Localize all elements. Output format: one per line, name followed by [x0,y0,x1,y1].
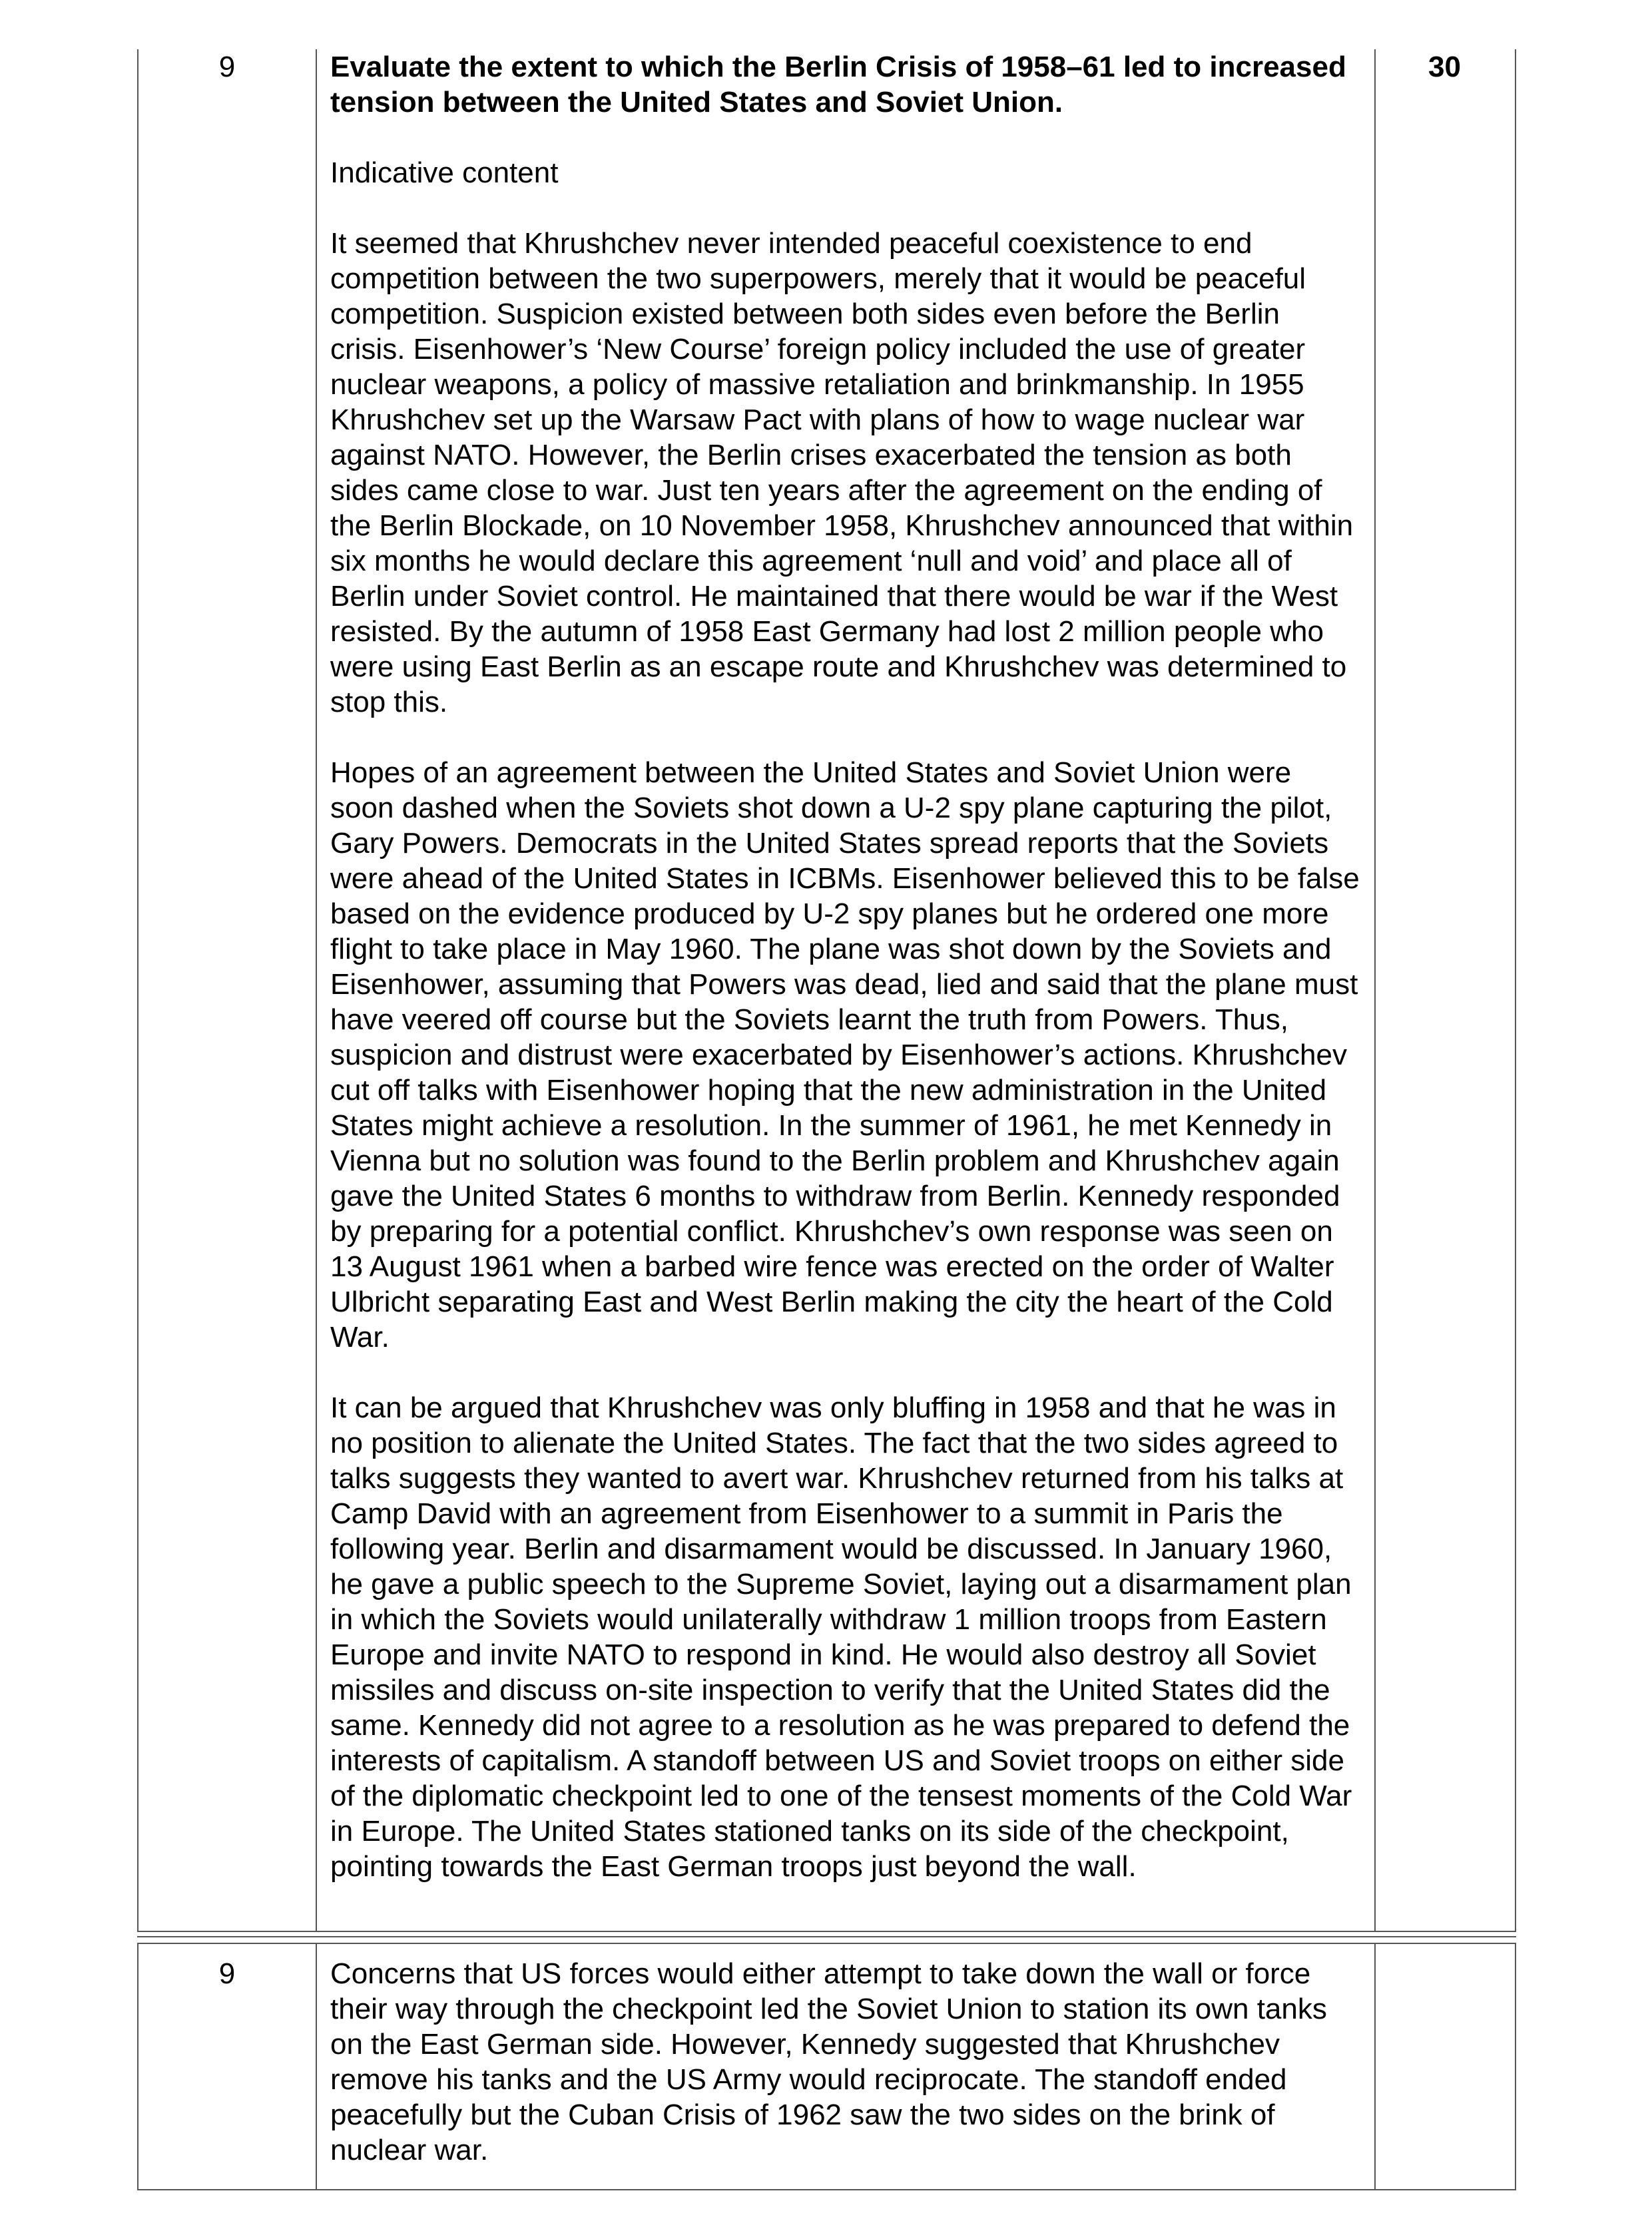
row-separator [137,1936,1516,1937]
question-number: 9 [218,51,236,83]
mark-scheme-row [137,1943,1516,2190]
content-paragraph: Concerns that US forces would either attempt to take down the wall or force their way through the checkpoint led the Soviet Union to station its own tanks on the East German side. However, Kennedy suggested that Khrushchev remove his tanks and the US Army would reciprocate. The standoff ended peacefully but the Cuban Crisis of 1962 saw the two sides on the brink of nuclear war. [330,1957,1327,2166]
question-text: Evaluate the extent to which the Berlin Crisis of 1958–61 led to increased tension between the United States and Soviet Union. [330,51,1346,119]
question-number: 9 [218,1957,236,1990]
column-divider [316,49,317,1931]
indicative-content-label: Indicative content [330,156,559,189]
column-divider [316,1944,317,2189]
content-paragraph: It seemed that Khrushchev never intended peaceful coexistence to end competition between the two superpowers, merely that it would be peaceful competition. Suspicion existed between both sides even before the Berlin crisis. Eisenhower’s ‘New Course’ foreign policy included the use of greater nuclear weapons, a policy of massive retaliation and brinkmanship. In 1955 Khrushchev set up the Warsaw Pact with plans of how to wage nuclear war against NATO. However, the Berlin crises exacerbated the tension as both sides came close to war. Just ten years after the agreement on the ending of the Berlin Blockade, on 10 November 1958, Khrushchev announced that within six months he would declare this agreement ‘null and void’ and place all of Berlin under Soviet control. He maintained that there would be war if the West resisted. By the autumn of 1958 East Germany had lost 2 million people who were using East Berlin as an escape route and Khrushchev was determined to stop this. [330,227,1354,718]
marks-value: 30 [1428,51,1461,83]
content-paragraph: Hopes of an agreement between the United States and Soviet Union were soon dashed when the Soviets shot down a U-2 spy plane capturing the pilot, Gary Powers. Democrats in the United States spread reports that the Soviets were ahead of the United States in ICBMs. Eisenhower believed this to be false based on the evidence produced by U-2 spy planes but he ordered one more flight to take place in May 1960. The plane was shot down by the Soviets and Eisenhower, assuming that Powers was dead, lied and said that the plane must have veered off course but the Soviets learnt the truth from Powers. Thus, suspicion and distrust were exacerbated by Eisenhower’s actions. Khrushchev cut off talks with Eisenhower hoping that the new administration in the United States might achieve a resolution. In the summer of 1961, he met Kennedy in Vienna but no solution was found to the Berlin problem and Khrushchev again gave the United States 6 months to withdraw from Berlin. Kennedy responded by preparing for a potential conflict. Khrushchev’s own response was seen on 13 August 1961 when a barbed wire fence was erected on the order of Walter Ulbricht separating East and West Berlin making the city the heart of the Cold War. [330,756,1360,1354]
column-divider [1374,49,1376,1931]
mark-scheme-row [137,49,1516,1932]
column-divider [1374,1944,1376,2189]
content-paragraph: It can be argued that Khrushchev was only bluffing in 1958 and that he was in no position to alienate the United States. The fact that the two sides agreed to talks suggests they wanted to avert war. Khrushchev returned from his talks at Camp David with an agreement from Eisenhower to a summit in Paris the following year. Berlin and disarmament would be discussed. In January 1960, he gave a public speech to the Supreme Soviet, laying out a disarmament plan in which the Soviets would unilaterally withdraw 1 million troops from Eastern Europe and invite NATO to respond in kind. He would also destroy all Soviet missiles and discuss on-site inspection to verify that the United States did the same. Kennedy did not agree to a resolution as he was prepared to defend the interests of capitalism. A standoff between US and Soviet troops on either side of the diplomatic checkpoint led to one of the tensest moments of the Cold War in Europe. The United States stationed tanks on its side of the checkpoint, pointing towards the East German troops just beyond the wall. [330,1391,1352,1883]
answer-content [330,1956,1360,2168]
answer-content [330,49,1360,1884]
